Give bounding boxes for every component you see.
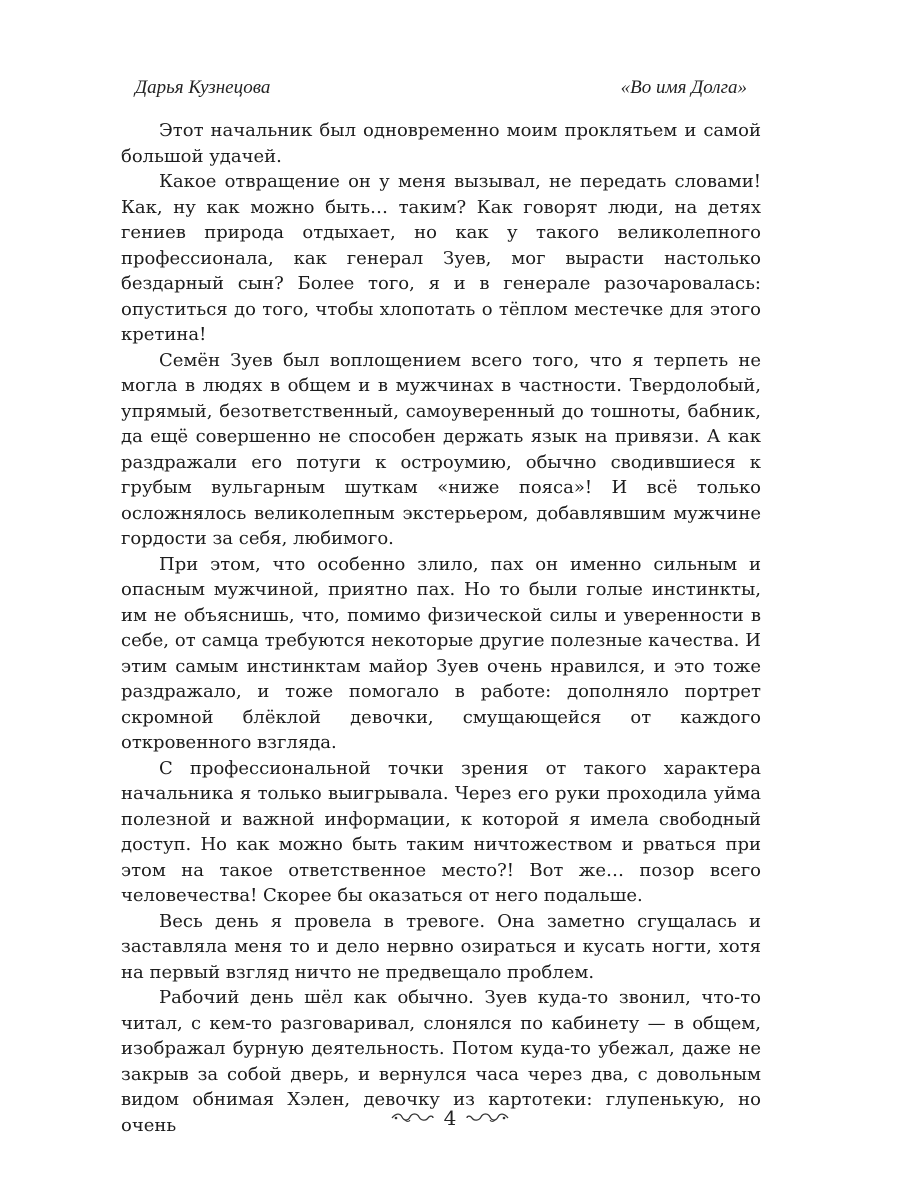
- paragraph: Какое отвращение он у меня вызывал, не передать словами! Как, ну как можно быть… таким? Как говорят люди, на детях гениев природа отдыхает, но как у такого великолепного профессионала, как генерал Зуев, мог вырасти настолько бездарный сын? Более того, я и в генерале разочаровалась: опуститься до того, чтобы хлопотать о тёплом местечке для этого кретина!: [121, 171, 761, 345]
- paragraph: Рабочий день шёл как обычно. Зуев куда-то звонил, что-то читал, с кем-то разговаривал, слонялся по кабинету — в общем, изображал бурную деятельность. Потом куда-то убежал, даже не закрыв за собой дверь, и вернулся часа через два, с довольным видом обнимая Хэлен, девочку из картотеки: глупенькую, но очень: [121, 987, 761, 1136]
- paragraph: Семён Зуев был воплощением всего того, что я терпеть не могла в людях в общем и в мужчинах в частности. Твердолобый, упрямый, безответственный, самоуверенный до тошноты, бабник, да ещё совершенно не способен держать язык на привязи. А как раздражали его потуги к остроумию, обычно сводившиеся к грубым вульгарным шуткам «ниже пояса»! И всё только осложнялось великолепным экстерьером, добавлявшим мужчине гордости за себя, любимого.: [121, 349, 761, 549]
- page-number: 4: [443, 1106, 457, 1130]
- paragraph: Весь день я провела в тревоге. Она заметно сгущалась и заставляла меня то и дело нервно озираться и кусать ногти, хотя на первый взгляд ничто не предвещало проблем.: [121, 910, 761, 983]
- header-book-title: «Во имя Долга»: [620, 77, 747, 98]
- page-folio: [0, 1098, 900, 1138]
- body-text: [121, 118, 761, 1138]
- paragraph: При этом, что особенно злило, пах он именно сильным и опасным мужчиной, приятно пах. Но то были голые инстинкты, им не объяснишь, что, помимо физической силы и уверенности в себе, от самца требуются некоторые другие полезные качества. И этим самым инстинктам майор Зуев очень нравился, и это тоже раздражало, и тоже помогало в работе: дополняло портрет скромной блёклой девочки, смущающейся от каждого откровенного взгляда.: [121, 553, 761, 753]
- header-author: Дарья Кузнецова: [135, 77, 271, 98]
- scroll-flourish-icon: [390, 1111, 434, 1125]
- paragraph: Этот начальник был одновременно моим проклятьем и самой большой удачей.: [121, 120, 761, 167]
- scroll-flourish-icon: [466, 1111, 510, 1125]
- paragraph: С профессиональной точки зрения от такого характера начальника я только выигрывала. Через его руки проходила уйма полезной и важной информации, к которой я имела свободный доступ. Но как можно быть таким ничтожеством и рваться при этом на такое ответственное место?! Вот же… позор всего человечества! Скорее бы оказаться от него подальше.: [121, 757, 761, 906]
